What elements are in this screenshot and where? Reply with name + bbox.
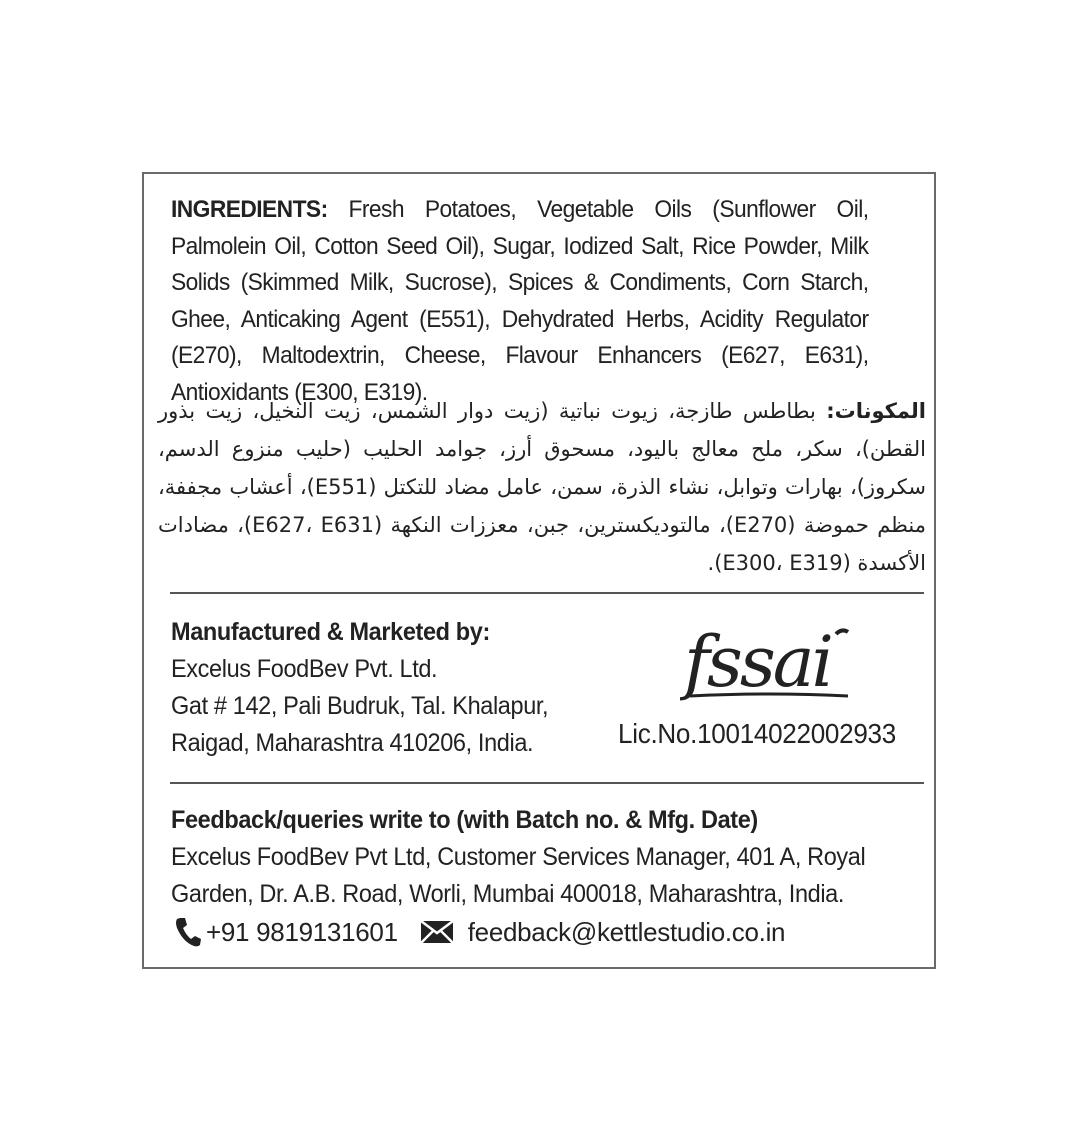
contact-row [174, 912, 785, 952]
manufacturer-name: Excelus FoodBev Pvt. Ltd. [171, 655, 438, 683]
ingredients-arabic-heading: المكونات: [826, 399, 926, 423]
feedback-address-line-2: Garden, Dr. A.B. Road, Worli, Mumbai 400018, Maharashtra, India. [171, 880, 845, 908]
feedback-heading: Feedback/queries write to (with Batch no. & Mfg. Date) [171, 806, 758, 834]
section-divider [170, 592, 924, 594]
phone-icon [174, 916, 202, 948]
manufacturer-block [171, 614, 575, 762]
ingredients-arabic [158, 392, 926, 582]
ingredients-english [171, 192, 869, 411]
manufacturer-address-line-2: Raigad, Maharashtra 410206, India. [171, 729, 534, 757]
ingredients-arabic-text: بطاطس طازجة، زيوت نباتية (زيت دوار الشمس، زيت النخيل، زيت بذور القطن)، سكر، ملح معالج باليود، مسحوق أرز، جوامد الحليب (حليب منزوع الدسم، سكروز)، بهارات وتوابل، نشاء الذرة، سمن، عامل مضاد للتكتل (E551)، أعشاب مجففة، منظم حموضة (E270)، مالتوديكسترين، جبن، معززات النكهة (E627، E631)، مضادات الأكسدة (E300، E319). [158, 399, 926, 575]
section-divider [170, 782, 924, 784]
envelope-icon [420, 920, 454, 944]
product-label-panel [142, 172, 936, 969]
fssai-logo [680, 622, 860, 710]
feedback-address-line-1: Excelus FoodBev Pvt Ltd, Customer Services Manager, 401 A, Royal [171, 843, 866, 871]
fssai-license-number: Lic.No.10014022002933 [618, 718, 896, 749]
phone-number: +91 9819131601 [206, 916, 398, 947]
feedback-block [171, 802, 904, 913]
fssai-logo-text: fssai [684, 622, 831, 703]
manufacturer-address-line-1: Gat # 142, Pali Budruk, Tal. Khalapur, [171, 692, 549, 720]
ingredients-heading: INGREDIENTS: [171, 196, 328, 223]
email-address: feedback@kettlestudio.co.in [467, 916, 786, 947]
manufacturer-heading: Manufactured & Marketed by: [171, 618, 490, 646]
ingredients-text: Fresh Potatoes, Vegetable Oils (Sunflower Oil, Palmolein Oil, Cotton Seed Oil), Sugar, Iodized Salt, Rice Powder, Milk Solids (Skimmed Milk, Sucrose), Spices & Condiments, Corn Starch, Ghee, Anticaking Agent (E551), Dehydrated Herbs, Acidity Regulator (E270), Maltodextrin, Cheese, Flavour Enhancers (E627, E631), Antioxidants (E300, E319). [171, 196, 869, 406]
